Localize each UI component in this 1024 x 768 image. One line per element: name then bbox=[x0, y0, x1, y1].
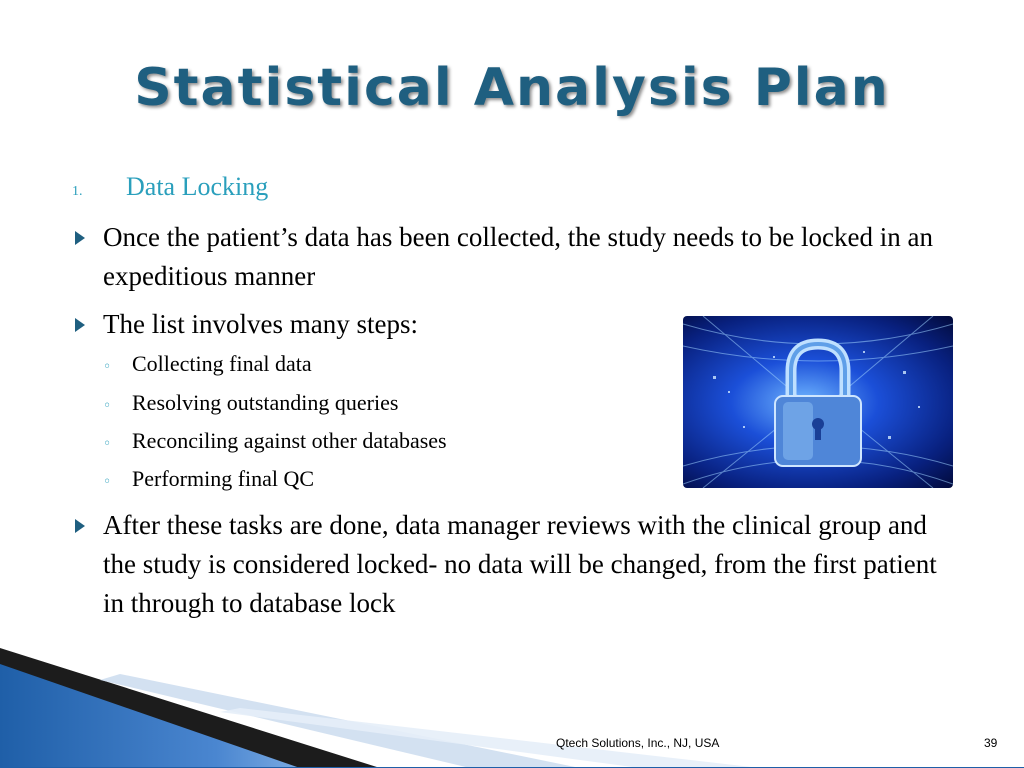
footer-swoosh-decoration bbox=[0, 640, 1024, 768]
triangle-right-icon bbox=[75, 506, 103, 533]
sub-bullet-item bbox=[103, 390, 398, 416]
footer-company: Qtech Solutions, Inc., NJ, USA bbox=[556, 736, 720, 750]
bullet-text: Once the patient’s data has been collected, the study needs to be locked in an expeditious manner bbox=[103, 222, 933, 291]
circle-bullet-icon: ◦ bbox=[103, 398, 112, 414]
triangle-right-icon bbox=[75, 305, 103, 332]
triangle-right-icon bbox=[75, 218, 103, 245]
circle-bullet-icon: ◦ bbox=[103, 436, 112, 452]
sub-bullet-item bbox=[103, 466, 314, 492]
bullet-item-3 bbox=[75, 506, 955, 623]
section-heading bbox=[72, 172, 268, 202]
sub-bullet-text: Resolving outstanding queries bbox=[132, 390, 399, 415]
sub-bullet-item bbox=[103, 428, 447, 454]
padlock-photo bbox=[683, 316, 953, 488]
circle-bullet-icon: ◦ bbox=[103, 359, 112, 375]
sub-bullet-item bbox=[103, 351, 312, 377]
section-heading-text: Data Locking bbox=[126, 172, 269, 201]
bullet-item-1 bbox=[75, 218, 955, 296]
bullet-text: After these tasks are done, data manager reviews with the clinical group and the study is considered locked- no data will be changed, from the first patient in through to database lock bbox=[103, 510, 937, 618]
bullet-text: The list involves many steps: bbox=[103, 309, 418, 339]
circle-bullet-icon: ◦ bbox=[103, 474, 112, 490]
sub-bullet-text: Reconciling against other databases bbox=[132, 428, 447, 453]
sub-bullet-text: Collecting final data bbox=[132, 351, 312, 376]
section-number: 1. bbox=[72, 184, 83, 199]
slide-title: Statistical Analysis Plan bbox=[134, 58, 890, 118]
page-number: 39 bbox=[984, 736, 998, 750]
sub-bullet-text: Performing final QC bbox=[132, 466, 315, 491]
